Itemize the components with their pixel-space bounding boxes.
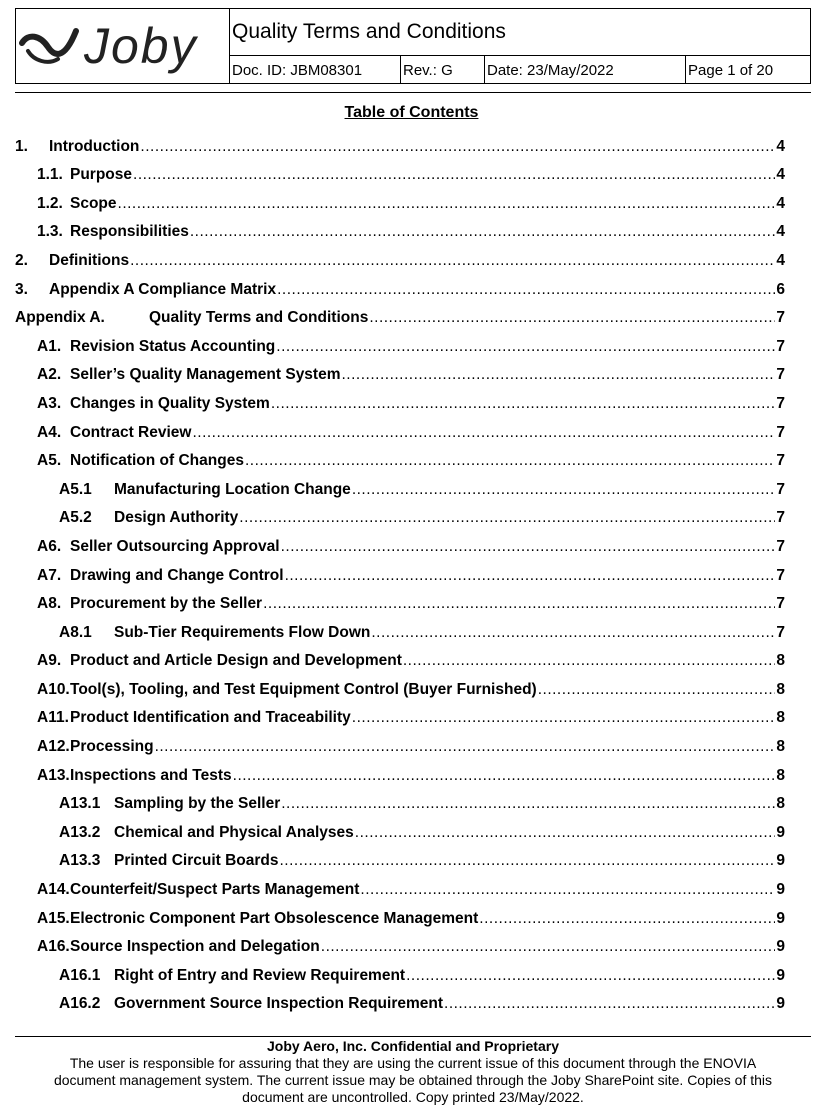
toc-entry-page: 7 xyxy=(776,509,785,527)
toc-entry-page: 7 xyxy=(776,337,785,355)
toc-leader-dots xyxy=(263,595,775,613)
toc-entry-number: A5. xyxy=(37,452,62,470)
toc-entry-page: 8 xyxy=(776,652,785,670)
toc-entry-label: Printed Circuit Boards xyxy=(114,852,279,870)
toc-leader-dots xyxy=(271,395,776,413)
toc-entry-number: A10. xyxy=(37,680,70,698)
toc-leader-dots xyxy=(444,995,775,1013)
toc-entry-page: 4 xyxy=(776,137,785,155)
toc-entry-number: A8. xyxy=(37,595,62,613)
toc-entry[interactable] xyxy=(15,327,785,356)
toc-entry-page: 4 xyxy=(776,251,785,269)
doc-date: Date: 23/May/2022 xyxy=(485,56,686,83)
document-title: Quality Terms and Conditions xyxy=(230,9,810,56)
toc-entry-page: 4 xyxy=(776,166,785,184)
toc-leader-dots xyxy=(277,281,775,299)
toc-entry-label: Sampling by the Seller xyxy=(114,795,281,813)
toc-entry-label: Quality Terms and Conditions xyxy=(149,309,369,327)
toc-entry-page: 9 xyxy=(776,995,785,1013)
toc-entry[interactable] xyxy=(15,727,785,756)
toc-entry-label: Electronic Component Part Obsolescence Management xyxy=(70,909,479,927)
toc-entry-page: 7 xyxy=(776,566,785,584)
revision: Rev.: G xyxy=(401,56,485,83)
toc-entry[interactable] xyxy=(15,613,785,642)
toc-leader-dots xyxy=(118,195,776,213)
toc-entry[interactable] xyxy=(15,813,785,842)
toc-leader-dots xyxy=(342,366,776,384)
toc-entry[interactable] xyxy=(15,899,785,928)
toc-entry-number: A12. xyxy=(37,738,70,756)
toc-leader-dots xyxy=(285,567,776,585)
toc-title: Table of Contents xyxy=(344,104,479,121)
toc-entry-page: 9 xyxy=(776,823,785,841)
toc-entry-label: Inspections and Tests xyxy=(70,766,232,784)
toc-entry-page: 7 xyxy=(776,452,785,470)
toc-leader-dots xyxy=(281,538,776,556)
toc-entry-label: Government Source Inspection Requirement xyxy=(114,995,444,1013)
toc-entry-label: Scope xyxy=(70,194,117,212)
toc-entry[interactable] xyxy=(15,213,785,242)
toc-entry-label: Notification of Changes xyxy=(70,452,244,470)
document-header xyxy=(15,8,811,84)
toc-entry[interactable] xyxy=(15,241,785,270)
toc-entry-page: 7 xyxy=(776,537,785,555)
toc-entry[interactable] xyxy=(15,470,785,499)
toc-entry-label: Procurement by the Seller xyxy=(70,595,263,613)
toc-entry-number: A3. xyxy=(37,394,62,412)
footer-line: The user is responsible for assuring that they are using the current issue of this document through the ENOVIA xyxy=(69,1055,757,1071)
toc-leader-dots xyxy=(281,795,775,813)
toc-entry-number: A1. xyxy=(37,337,62,355)
logo-wordmark: Joby xyxy=(84,18,198,74)
toc-entry-page: 9 xyxy=(776,881,785,899)
toc-leader-dots xyxy=(355,824,776,842)
toc-leader-dots xyxy=(406,967,775,985)
toc-leader-dots xyxy=(280,852,776,870)
toc-entry[interactable] xyxy=(15,384,785,413)
footer-line: document management system. The current issue may be obtained through the Joby SharePoint site. Copies of this xyxy=(53,1072,773,1088)
toc-leader-dots xyxy=(233,767,776,785)
toc-entry-number: 2. xyxy=(15,251,28,269)
toc-leader-dots xyxy=(352,481,776,499)
toc-entry-label: Source Inspection and Delegation xyxy=(70,938,320,956)
page-number: Page 1 of 20 xyxy=(688,62,774,79)
toc-entry[interactable] xyxy=(15,756,785,785)
toc-entry-number: A4. xyxy=(37,423,62,441)
toc-entry-page: 7 xyxy=(776,423,785,441)
toc-entry-number: A9. xyxy=(37,652,62,670)
toc-entry[interactable] xyxy=(15,870,785,899)
toc-entry-number: 1.3. xyxy=(37,223,63,241)
toc-entry-number: A2. xyxy=(37,366,62,384)
toc-entry-number: A5.2 xyxy=(59,509,92,527)
toc-entry-number: A15. xyxy=(37,909,70,927)
toc-entry[interactable] xyxy=(15,270,785,299)
toc-entry-page: 8 xyxy=(776,709,785,727)
table-of-contents xyxy=(15,127,785,1013)
toc-entry[interactable] xyxy=(15,499,785,528)
toc-entry[interactable] xyxy=(15,985,785,1014)
toc-entry-label: Appendix A Compliance Matrix xyxy=(49,280,277,298)
toc-entry[interactable] xyxy=(15,299,785,328)
toc-leader-dots xyxy=(239,509,775,527)
toc-leader-dots xyxy=(190,223,776,241)
toc-entry-number: A13.3 xyxy=(59,852,101,870)
footer-divider xyxy=(15,1036,811,1037)
toc-entry-label: Design Authority xyxy=(114,509,239,527)
toc-entry-label: Purpose xyxy=(70,166,133,184)
toc-leader-dots xyxy=(352,709,776,727)
toc-entry[interactable] xyxy=(15,642,785,671)
toc-entry-page: 6 xyxy=(776,280,785,298)
toc-entry-label: Changes in Quality System xyxy=(70,394,270,412)
toc-entry[interactable] xyxy=(15,928,785,957)
toc-entry-label: Definitions xyxy=(49,251,130,269)
toc-entry-label: Processing xyxy=(70,738,154,756)
toc-leader-dots xyxy=(140,138,775,156)
toc-entry-label: Product and Article Design and Development xyxy=(70,652,402,670)
toc-entry[interactable] xyxy=(15,527,785,556)
toc-leader-dots xyxy=(155,738,776,756)
toc-entry-page: 7 xyxy=(776,309,785,327)
toc-entry-number: A13.2 xyxy=(59,823,101,841)
toc-entry-page: 4 xyxy=(776,223,785,241)
toc-leader-dots xyxy=(538,681,776,699)
toc-leader-dots xyxy=(130,252,775,270)
toc-entry-number: A13. xyxy=(37,766,70,784)
toc-leader-dots xyxy=(403,652,776,670)
toc-entry-number: A7. xyxy=(37,566,62,584)
footer xyxy=(15,1038,811,1106)
toc-entry-label: Introduction xyxy=(49,137,140,155)
toc-entry[interactable] xyxy=(15,670,785,699)
toc-leader-dots xyxy=(371,624,775,642)
toc-entry-label: Revision Status Accounting xyxy=(70,337,276,355)
toc-entry-page: 4 xyxy=(776,194,785,212)
toc-entry-label: Right of Entry and Review Requirement xyxy=(114,966,406,984)
toc-leader-dots xyxy=(369,309,775,327)
toc-entry-page: 9 xyxy=(776,852,785,870)
toc-entry-label: Responsibilities xyxy=(70,223,189,241)
toc-entry[interactable] xyxy=(15,156,785,185)
toc-entry-number: 1.2. xyxy=(37,194,63,212)
toc-entry[interactable] xyxy=(15,842,785,871)
toc-entry[interactable] xyxy=(15,184,785,213)
toc-entry[interactable] xyxy=(15,127,785,156)
toc-entry-page: 8 xyxy=(776,795,785,813)
toc-entry-label: Drawing and Change Control xyxy=(70,566,284,584)
toc-entry[interactable] xyxy=(15,356,785,385)
toc-entry-number: 1.1. xyxy=(37,166,63,184)
toc-entry-number: A6. xyxy=(37,537,62,555)
toc-entry[interactable] xyxy=(15,442,785,471)
toc-entry-number: A14. xyxy=(37,881,70,899)
toc-entry-label: Seller’s Quality Management System xyxy=(70,366,341,384)
toc-entry-number: A16.1 xyxy=(59,966,101,984)
toc-entry-page: 8 xyxy=(776,766,785,784)
toc-entry-page: 7 xyxy=(776,394,785,412)
toc-entry-page: 8 xyxy=(776,738,785,756)
toc-entry-number: A16. xyxy=(37,938,70,956)
toc-entry-label: Product Identification and Traceability xyxy=(70,709,351,727)
toc-entry[interactable] xyxy=(15,785,785,814)
toc-entry-number: A11. xyxy=(37,709,69,727)
toc-entry[interactable] xyxy=(15,413,785,442)
toc-leader-dots xyxy=(133,166,775,184)
toc-leader-dots xyxy=(192,424,775,442)
toc-leader-dots xyxy=(276,338,775,356)
footer-line: document are uncontrolled. Copy printed 23/May/2022. xyxy=(242,1089,584,1105)
toc-entry-page: 7 xyxy=(776,480,785,498)
toc-entry-label: Sub-Tier Requirements Flow Down xyxy=(114,623,371,641)
toc-entry-number: 3. xyxy=(15,280,28,298)
toc-entry[interactable] xyxy=(15,585,785,614)
joby-logo xyxy=(16,9,230,83)
footer-title: Joby Aero, Inc. Confidential and Proprietary xyxy=(267,1038,559,1054)
toc-entry-number: A8.1 xyxy=(59,623,92,641)
toc-entry-page: 9 xyxy=(776,938,785,956)
toc-entry-label: Contract Review xyxy=(70,423,192,441)
toc-entry-number: 1. xyxy=(15,137,28,155)
toc-entry-number: A5.1 xyxy=(59,480,92,498)
toc-leader-dots xyxy=(360,881,775,899)
toc-leader-dots xyxy=(479,910,775,928)
header-divider xyxy=(15,92,811,93)
toc-entry[interactable] xyxy=(15,956,785,985)
toc-entry[interactable] xyxy=(15,699,785,728)
toc-entry-label: Chemical and Physical Analyses xyxy=(114,823,354,841)
toc-entry-page: 9 xyxy=(776,966,785,984)
doc-id: Doc. ID: JBM08301 xyxy=(230,56,401,83)
toc-entry-label: Seller Outsourcing Approval xyxy=(70,537,280,555)
toc-entry-number: Appendix A. xyxy=(15,309,105,327)
toc-entry-page: 7 xyxy=(776,623,785,641)
toc-entry-label: Manufacturing Location Change xyxy=(114,480,351,498)
toc-entry[interactable] xyxy=(15,556,785,585)
toc-leader-dots xyxy=(321,938,776,956)
toc-entry-label: Tool(s), Tooling, and Test Equipment Control (Buyer Furnished) xyxy=(70,680,537,698)
toc-entry-label: Counterfeit/Suspect Parts Management xyxy=(70,881,360,899)
joby-swoosh-icon xyxy=(18,21,82,71)
toc-entry-number: A13.1 xyxy=(59,795,101,813)
toc-entry-page: 7 xyxy=(776,595,785,613)
toc-entry-page: 7 xyxy=(776,366,785,384)
toc-leader-dots xyxy=(245,452,775,470)
toc-entry-number: A16.2 xyxy=(59,995,101,1013)
toc-entry-page: 9 xyxy=(776,909,785,927)
toc-entry-page: 8 xyxy=(776,680,785,698)
